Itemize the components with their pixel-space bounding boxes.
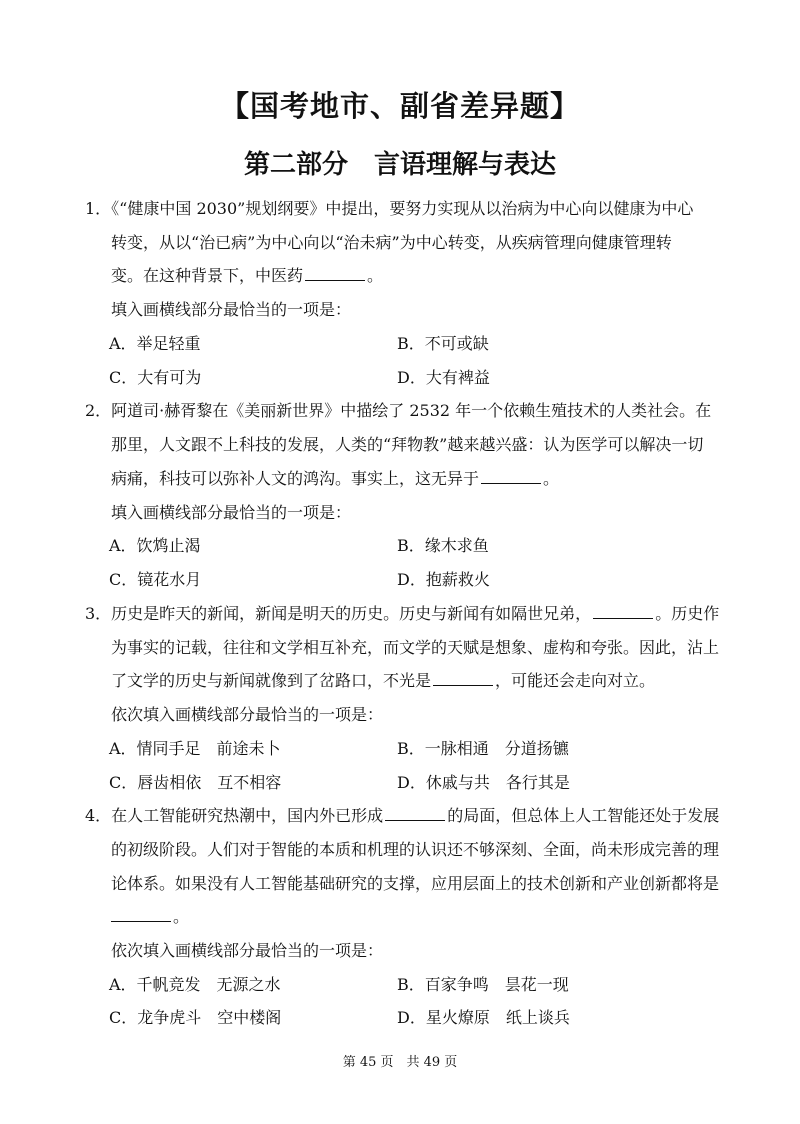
answer-blank [305,266,365,281]
page-title: 【国考地市、副省差异题】 [219,89,580,123]
question-text-line: 变。在这种背景下，中医药 。 [111,266,384,285]
section-name: 言语理解与表达 [374,150,557,180]
answer-blank [593,604,653,619]
option-a: A．饮鸩止渴 [109,536,201,555]
question-text-line: 的初级阶段。人们对于智能的本质和机理的认识还不够深刻、全面，尚未形成完善的理 [111,840,720,859]
question-text-line: 。 [111,907,189,927]
page-number: 第 45 页 共 49 页 [342,1055,458,1070]
option-b: B．缘木求鱼 [397,536,489,555]
option-a: A．举足轻重 [109,334,201,353]
option-d: D．抱薪救火 [397,570,490,589]
option-c: C．镜花水月 [109,570,202,589]
question-text-line: 了文学的历史与新闻就像到了岔路口，不光是 ，可能还会走向对立。 [111,671,656,690]
answer-blank [111,907,171,922]
option-a: A．情同手足 前途未卜 [109,739,281,758]
answer-blank [481,469,541,484]
question-text-line: 为事实的记载，往往和文学相互补充，而文学的天赋是想象、虚构和夸张。因此，沾上 [111,638,720,657]
answer-blank [433,671,493,686]
option-c: C．大有可为 [109,368,202,387]
option-b: B．一脉相通 分道扬镳 [397,739,569,758]
question-text-line: 2．阿道司·赫胥黎在《美丽新世界》中描绘了 2532 年一个依赖生殖技术的人类社会。在 [85,401,712,420]
option-a: A．千帆竞发 无源之水 [109,975,281,994]
question-prompt: 依次填入画横线部分最恰当的一项是： [111,941,384,960]
option-b: B．不可或缺 [397,334,489,353]
answer-blank [385,806,445,821]
question-prompt: 填入画横线部分最恰当的一项是： [111,300,352,319]
section-heading [0,144,800,181]
option-d: D．休戚与共 各行其是 [397,773,570,792]
option-d: D．星火燎原 纸上谈兵 [397,1008,570,1027]
question-prompt: 依次填入画横线部分最恰当的一项是： [111,705,384,724]
option-c: C．龙争虎斗 空中楼阁 [109,1008,282,1027]
question-text-line: 病痛，科技可以弥补人文的鸿沟。事实上，这无异于 。 [111,469,560,488]
option-d: D．大有裨益 [397,368,490,387]
question-text-line: 转变，从以“治已病”为中心向以“治未病”为中心转变，从疾病管理向健康管理转 [111,233,672,252]
section-number: 第二部分 [243,150,348,180]
question-prompt: 填入画横线部分最恰当的一项是： [111,503,352,522]
question-text-line: 那里，人文跟不上科技的发展，人类的“拜物教”越来越兴盛：认为医学可以解决一切 [111,435,704,454]
option-c: C．唇齿相依 互不相容 [109,773,282,792]
question-text-line: 1．《“健康中国 2030”规划纲要》中提出，要努力实现从以治病为中心向以健康为中心 [85,199,694,218]
question-text-line: 论体系。如果没有人工智能基础研究的支撑，应用层面上的技术创新和产业创新都将是 [111,874,720,893]
option-b: B．百家争鸣 昙花一现 [397,975,569,994]
question-text-line: 3．历史是昨天的新闻，新闻是明天的历史。历史与新闻有如隔世兄弟， 。历史作 [85,604,720,623]
question-text-line: 4．在人工智能研究热潮中，国内外已形成 的局面，但总体上人工智能还处于发展 [85,806,720,825]
